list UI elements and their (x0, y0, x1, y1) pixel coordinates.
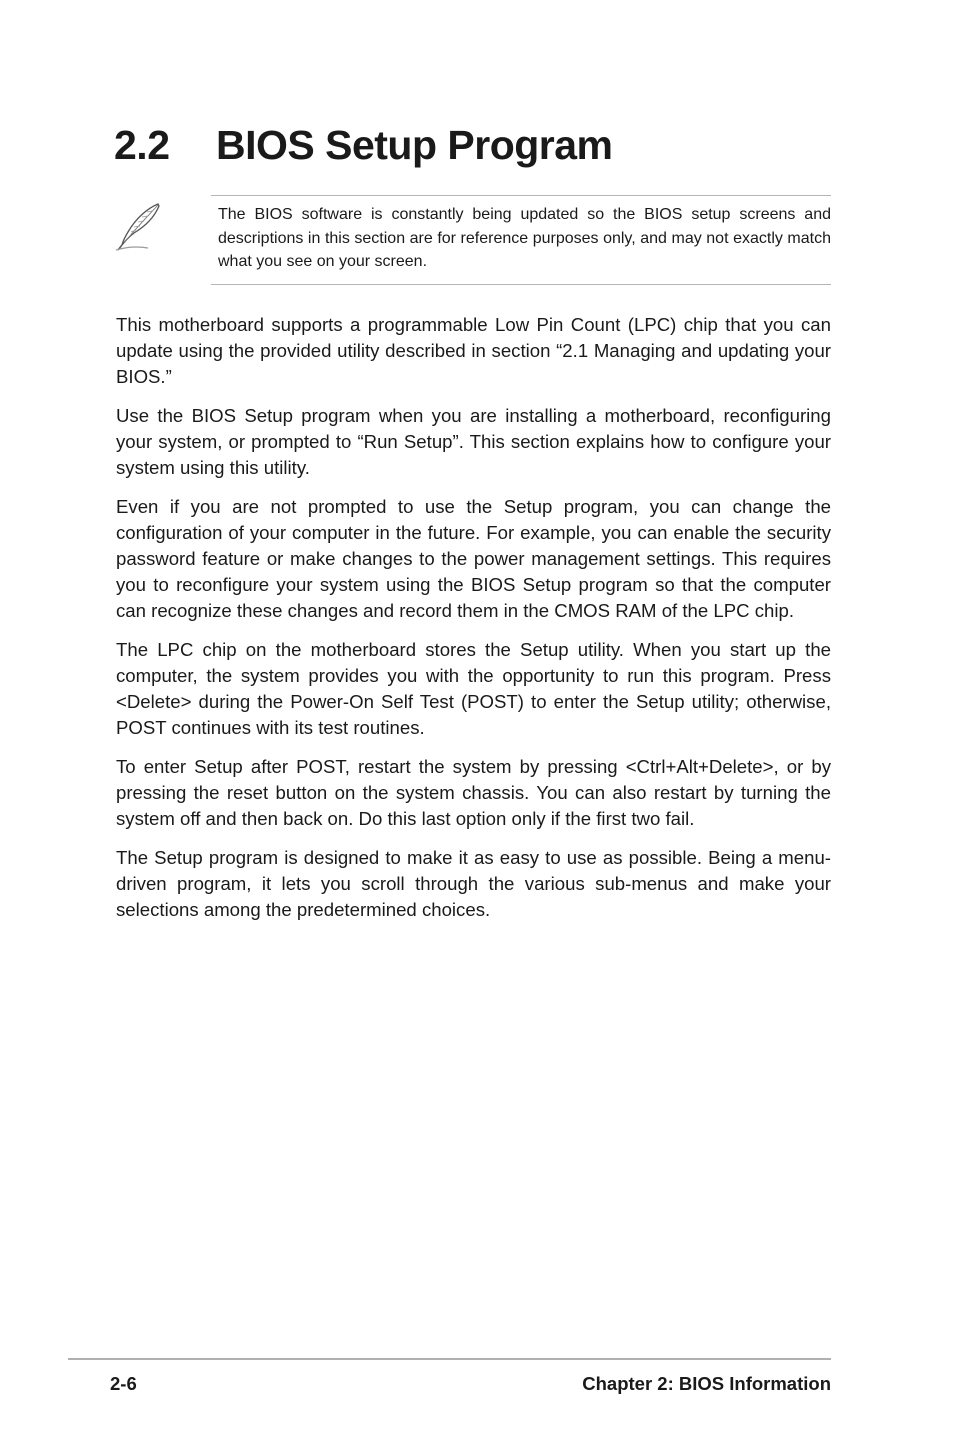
paragraph-reconfigure: Even if you are not prompted to use the Setup program, you can change the configuration of your computer in the future. For example, you can enable the security password feature or make changes to the power management settings. This requires you to reconfigure your system using the BIOS Setup program so that the computer can recognize these changes and record them in the CMOS RAM of the LPC chip. (116, 496, 831, 621)
paragraph-use-setup: Use the BIOS Setup program when you are installing a motherboard, reconfiguring your system, or prompted to “Run Setup”. This section explains how to configure your system using this utility. (116, 405, 831, 478)
page-number: 2-6 (110, 1373, 137, 1394)
footer-divider (68, 1358, 831, 1360)
paragraph-menu-driven: The Setup program is designed to make it as easy to use as possible. Being a menu-driven program, it lets you scroll through the various sub-menus and make your selections among the predetermined choices. (116, 847, 831, 920)
paragraph-post: The LPC chip on the motherboard stores the Setup utility. When you start up the computer, the system provides you with the opportunity to run this program. Press <Delete> during the Power-On Self Test (POST) to enter the Setup utility; otherwise, POST continues with its test routines. (116, 639, 831, 738)
section-title: BIOS Setup Program (216, 122, 613, 168)
note-box (211, 195, 831, 285)
section-number: 2.2 (114, 122, 170, 168)
paragraph-lpc-chip: This motherboard supports a programmable Low Pin Count (LPC) chip that you can update using the provided utility described in section “2.1 Managing and updating your BIOS.” (116, 314, 831, 387)
note-text: The BIOS software is constantly being updated so the BIOS setup screens and descriptions in this section are for reference purposes only, and may not exactly match what you see on your screen. (218, 206, 831, 270)
feather-pen-icon (112, 200, 168, 252)
chapter-title: Chapter 2: BIOS Information (582, 1373, 831, 1394)
body-content (116, 312, 831, 936)
section-heading (114, 118, 613, 172)
paragraph-restart: To enter Setup after POST, restart the system by pressing <Ctrl+Alt+Delete>, or by pressing the reset button on the system chassis. You can also restart by turning the system off and then back on. Do this last option only if the first two fail. (116, 756, 831, 829)
